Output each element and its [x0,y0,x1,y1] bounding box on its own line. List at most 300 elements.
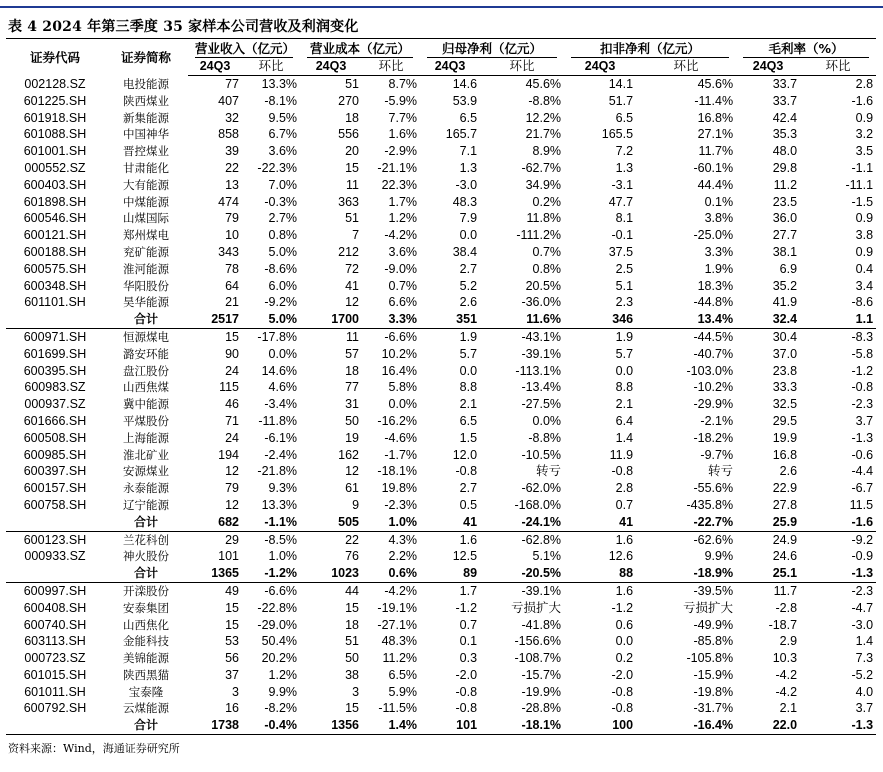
cell-value: 3.3% [704,244,734,259]
cell-value: 2.5 [615,261,634,276]
title-rule [6,38,876,39]
cell-value: 3.2 [855,127,874,142]
total-spacer [6,565,104,582]
cell-value: 7.1 [459,144,478,159]
security-name: 大有能源 [123,177,169,192]
cell-value: -11.5% [378,701,418,716]
cell-value: 18 [345,617,360,632]
source-note: 资料来源：Wind，海通证券研究所 [8,742,180,755]
cell-value: -111.2% [516,228,562,243]
cell-value: 11 [346,329,360,344]
total-value: 2517 [188,311,242,328]
cell-value: 77 [345,380,360,395]
cell-value: 23.8 [772,363,798,378]
security-code: 000552.SZ [24,160,86,175]
cell-value: -2.0 [611,667,634,682]
cell-value: -9.0% [384,261,418,276]
cell-value: -1.7% [384,447,418,462]
cell-value: 44 [345,583,360,598]
cell-value: -0.8 [611,701,634,716]
cell-value: 45.6% [525,77,562,91]
cell-value: 转亏 [536,464,562,479]
cell-value: 1.6 [615,583,634,598]
security-code: 601015.SH [23,667,87,682]
cell-value: 79 [225,481,239,496]
cell-value: 56 [225,651,239,666]
cell-value: 0.0% [532,413,562,428]
cell-value: 5.0% [268,244,298,259]
total-value: 89 [420,565,480,582]
cell-value: -19.1% [377,600,418,615]
cell-value: 22 [225,160,239,175]
cell-value: 1.6% [388,127,418,142]
total-value: 41 [420,514,480,531]
cell-value: 162 [338,447,360,462]
table-row [6,177,876,194]
total-value: 25.9 [736,514,800,531]
cell-value: 51.7 [608,93,634,108]
cell-value: 1.7% [388,194,418,209]
table-row [6,700,876,717]
cell-value: 6.0% [268,278,298,293]
security-name: 晋控煤业 [123,144,169,159]
security-name: 山西焦煤 [123,380,169,395]
table-row [6,617,876,634]
cell-value: 20.2% [261,651,298,666]
cell-value: 9.9% [268,684,298,699]
cell-value: -435.8% [686,497,734,512]
cell-value: 8.1 [615,211,634,226]
total-value: 1.1 [800,311,876,328]
cell-value: 7.2 [615,144,634,159]
cell-value: -0.8 [455,684,478,699]
cell-value: 6.4 [615,413,634,428]
cell-value: 0.8% [268,228,298,243]
table-row [6,600,876,617]
cell-value: 36.0 [772,211,798,226]
cell-value: -4.2% [384,228,418,243]
total-spacer [6,717,104,734]
cell-value: 1.0% [268,549,298,564]
security-code: 600123.SH [23,532,87,547]
cell-value: 50 [345,651,360,666]
security-code: 000933.SZ [24,549,86,564]
security-name: 兰花科创 [123,532,169,547]
cell-value: -15.9% [693,667,734,682]
cell-value: 15 [345,600,360,615]
cell-value: 12.5 [452,549,478,564]
table-row [6,261,876,278]
cell-value: 12 [225,464,239,479]
security-name: 云煤能源 [123,701,169,716]
sub-header-q: 24Q3 [736,58,800,76]
total-label: 合计 [104,717,188,734]
table-row [6,650,876,667]
table-title: 表 4 2024 年第三季度 35 家样本公司营收及利润变化 [8,19,359,35]
cell-value: 18 [345,110,360,125]
cell-value: 6.5 [615,110,634,125]
cell-value: -4.7 [851,600,874,615]
cell-value: 20 [345,144,360,159]
cell-value: -39.1% [521,583,562,598]
cell-value: 11.9 [609,447,634,462]
cell-value: 14.1 [608,77,634,91]
cell-value: 12.0 [452,447,478,462]
cell-value: 42.4 [772,110,798,125]
cell-value: 47.7 [608,194,634,209]
security-name: 宝泰隆 [128,684,164,699]
cell-value: 24 [225,430,239,445]
cell-value: -8.1% [264,93,298,108]
cell-value: 51 [345,77,360,91]
security-name: 电投能源 [123,76,169,91]
security-code: 600188.SH [23,244,87,259]
cell-value: 12 [345,295,360,310]
table-row [6,294,876,311]
cell-value: -1.6 [851,93,874,108]
security-code: 002128.SZ [24,76,86,91]
cell-value: -0.1 [611,228,634,243]
cell-value: 3.6% [388,244,418,259]
cell-value: 10 [225,228,239,243]
cell-value: 212 [338,244,360,259]
cell-value: 12 [345,464,360,479]
cell-value: 24 [225,363,239,378]
cell-value: 24.6 [772,549,798,564]
cell-value: 29.8 [772,160,798,175]
cell-value: 270 [338,93,360,108]
cell-value: 22.9 [772,481,798,496]
cell-value: 0.7% [532,244,562,259]
cell-value: 6.9 [779,261,798,276]
cell-value: 31 [345,397,360,412]
cell-value: 21.7% [525,127,562,142]
cell-value: 7.9 [459,211,478,226]
cell-value: 22.3% [381,177,418,192]
cell-value: 0.3 [459,651,478,666]
cell-value: -39.5% [693,583,734,598]
cell-value: 13.3% [261,497,298,512]
cell-value: -41.8% [521,617,562,632]
table-row [6,110,876,127]
cell-value: -40.7% [693,346,734,361]
total-value: -1.6 [800,514,876,531]
cell-value: -2.1% [700,413,734,428]
security-name: 盘江股份 [123,363,169,378]
cell-value: -21.8% [257,464,298,479]
security-name: 金能科技 [123,634,169,649]
cell-value: 33.7 [772,93,798,108]
total-spacer [6,514,104,531]
cell-value: 1.9 [615,329,634,344]
cell-value: 1.4 [855,634,874,649]
cell-value: 10.3 [772,651,798,666]
cell-value: 37 [225,667,239,682]
cell-value: 51 [345,211,360,226]
security-code: 601101.SH [24,295,86,310]
cell-value: 0.5 [459,497,478,512]
table-row [6,582,876,599]
cell-value: 2.6 [779,464,798,479]
cell-value: -4.2 [775,667,798,682]
cell-value: 14.6 [452,77,478,91]
cell-value: 2.2% [388,549,418,564]
cell-value: 46 [225,397,239,412]
cell-value: 0.0% [268,346,298,361]
total-value: 100 [564,717,636,734]
security-name: 华阳股份 [123,278,169,293]
cell-value: 407 [218,93,239,108]
security-code: 601001.SH [23,144,87,159]
cell-value: 0.0 [615,363,634,378]
cell-value: 33.3 [772,380,798,395]
cell-value: -6.6% [264,583,298,598]
security-code: 601011.SH [24,684,86,699]
table-row [6,447,876,464]
cell-value: 6.7% [268,127,298,142]
total-row [6,311,876,328]
cell-value: 2.8 [615,481,634,496]
cell-value: -18.7 [768,617,798,632]
cell-value: 48.3 [452,194,478,209]
cell-value: -9.2 [851,532,874,547]
sub-header-q: 24Q3 [420,58,480,76]
cell-value: 3.8 [855,228,874,243]
security-name: 山西焦化 [123,617,169,632]
cell-value: -62.8% [521,532,562,547]
security-code: 600157.SH [23,481,87,496]
cell-value: 38.1 [772,244,798,259]
cell-value: 474 [218,194,239,209]
cell-value: 1.5 [459,430,478,445]
cell-value: 15 [345,160,360,175]
cell-value: 1.3 [615,160,634,175]
cell-value: 2.7% [268,211,298,226]
cell-value: 363 [338,194,360,209]
cell-value: 3 [232,684,239,699]
cell-value: -0.8 [851,380,874,395]
security-code: 600348.SH [23,278,87,293]
security-name: 潞安环能 [123,346,169,361]
cell-value: 343 [218,244,239,259]
cell-value: -2.3 [851,397,874,412]
table-header [6,40,876,76]
cell-value: -0.8 [455,464,478,479]
cell-value: 2.6 [459,295,478,310]
total-value: 1365 [188,565,242,582]
total-value: -22.7% [636,514,736,531]
cell-value: -4.2% [384,583,418,598]
cell-value: 0.2% [532,194,562,209]
table-row [6,430,876,447]
cell-value: -43.1% [521,329,562,344]
total-value: -1.3 [800,565,876,582]
cell-value: -10.5% [521,447,562,462]
cell-value: 16.8 [772,447,798,462]
cell-value: 1.6 [615,532,634,547]
cell-value: 0.1 [459,634,478,649]
cell-value: 30.4 [772,329,798,344]
security-name: 永泰能源 [123,481,169,496]
cell-value: 15 [225,617,239,632]
cell-value: 4.0 [855,684,874,699]
cell-value: -49.9% [693,617,734,632]
cell-value: 41.9 [772,295,798,310]
table-row [6,363,876,380]
security-name: 美锦能源 [123,651,169,666]
cell-value: -0.8 [611,684,634,699]
cell-value: -2.9% [384,144,418,159]
cell-value: 0.0 [459,228,478,243]
cell-value: 9.9% [704,549,734,564]
cell-value: 0.9 [855,244,874,259]
cell-value: 50 [345,413,360,428]
security-name: 上海能源 [123,430,169,445]
cell-value: 0.7% [388,278,418,293]
table-row [6,396,876,413]
cell-value: 8.7% [388,77,418,91]
total-value: -1.3 [800,717,876,734]
cell-value: 6.5 [459,110,478,125]
total-row [6,514,876,531]
sub-header-q: 24Q3 [300,58,362,76]
cell-value: 3.8% [704,211,734,226]
cell-value: 4.3% [388,532,418,547]
cell-value: -44.5% [693,329,734,344]
cell-value: 0.1% [704,194,734,209]
cell-value: 6.5% [388,667,418,682]
total-value: 346 [564,311,636,328]
total-value: -16.4% [636,717,736,734]
cell-value: -8.6 [851,295,874,310]
cell-value: -27.1% [377,617,418,632]
security-name: 新集能源 [123,110,169,125]
cell-value: 2.7 [459,261,478,276]
table-row [6,244,876,261]
cell-value: 27.8 [772,497,798,512]
table-row [6,413,876,430]
cell-value: 1.6 [459,532,478,547]
cell-value: 34.9% [525,177,562,192]
cell-value: 11.2 [773,177,798,192]
table-row [6,143,876,160]
cell-value: 0.0 [615,634,634,649]
sub-header-chg: 环比 [800,58,876,76]
sub-header-q: 24Q3 [188,58,242,76]
total-value: 13.4% [636,311,736,328]
security-name: 陕西黑猫 [123,667,169,682]
cell-value: -55.6% [693,481,734,496]
security-name: 兖矿能源 [123,244,169,259]
security-code: 600983.SZ [24,380,86,395]
cell-value: 6.6% [388,295,418,310]
cell-value: 4.6% [268,380,298,395]
cell-value: 77 [225,77,239,91]
total-value: 22.0 [736,717,800,734]
security-name: 冀中能源 [123,397,169,412]
cell-value: 115 [219,380,239,395]
cell-value: 8.8 [615,380,634,395]
cell-value: 24.9 [772,532,798,547]
table-row [6,210,876,227]
table-row [6,480,876,497]
cell-value: -6.7 [851,481,874,496]
security-code: 601225.SH [23,93,87,108]
total-value: 3.3% [362,311,420,328]
cell-value: -85.8% [693,634,734,649]
cell-value: -19.9% [521,684,562,699]
security-name: 辽宁能源 [123,497,169,512]
cell-value: 15 [225,329,239,344]
cell-value: -8.6% [264,261,298,276]
cell-value: 79 [225,211,239,226]
security-code: 601088.SH [23,127,87,142]
security-name: 陕西煤业 [123,93,169,108]
col-header-adj-net-profit: 扣非净利（亿元） [564,40,736,58]
security-name: 恒源煤电 [123,329,169,344]
cell-value: 53 [225,634,239,649]
total-value: 1.4% [362,717,420,734]
table-row [6,93,876,110]
total-spacer [6,311,104,328]
cell-value: 7.0% [268,177,298,192]
security-name: 神火股份 [123,549,169,564]
cell-value: -18.2% [693,430,734,445]
total-label: 合计 [104,311,188,328]
total-value: 1356 [300,717,362,734]
cell-value: -0.8 [611,464,634,479]
cell-value: 16.8% [697,110,734,125]
cell-value: -8.3 [851,329,874,344]
cell-value: -3.4% [264,397,298,412]
cell-value: -0.9 [851,549,874,564]
cell-value: 18 [345,363,360,378]
cell-value: 19.8% [381,481,418,496]
security-code: 600397.SH [23,464,87,479]
cell-value: -9.2% [264,295,298,310]
cell-value: -39.1% [521,346,562,361]
cell-value: 35.3 [772,127,798,142]
security-name: 中国神华 [123,127,169,142]
cell-value: -19.8% [693,684,734,699]
cell-value: 1.2% [268,667,298,682]
security-name: 甘肃能化 [123,160,169,175]
cell-value: 2.8 [855,77,874,91]
cell-value: 5.1 [615,278,634,293]
cell-value: 1.9 [459,329,478,344]
cell-value: -5.2 [851,667,874,682]
table-row [6,497,876,514]
cell-value: 22 [345,532,360,547]
cell-value: -62.0% [521,481,562,496]
cell-value: 0.6 [615,617,634,632]
cell-value: -4.4 [851,464,874,479]
security-code: 600792.SH [23,701,87,716]
cell-value: -22.3% [257,160,298,175]
cell-value: -2.3 [851,583,874,598]
cell-value: -4.6% [384,430,418,445]
cell-value: 2.1 [779,701,798,716]
cell-value: -0.3% [264,194,298,209]
cell-value: -18.1% [377,464,418,479]
cell-value: 71 [225,413,239,428]
cell-value: -13.4% [521,380,562,395]
security-name: 安泰集团 [123,600,169,615]
cell-value: 38 [345,667,360,682]
cell-value: 11.7 [773,583,798,598]
cell-value: 2.7 [459,481,478,496]
cell-value: 23.5 [772,194,798,209]
